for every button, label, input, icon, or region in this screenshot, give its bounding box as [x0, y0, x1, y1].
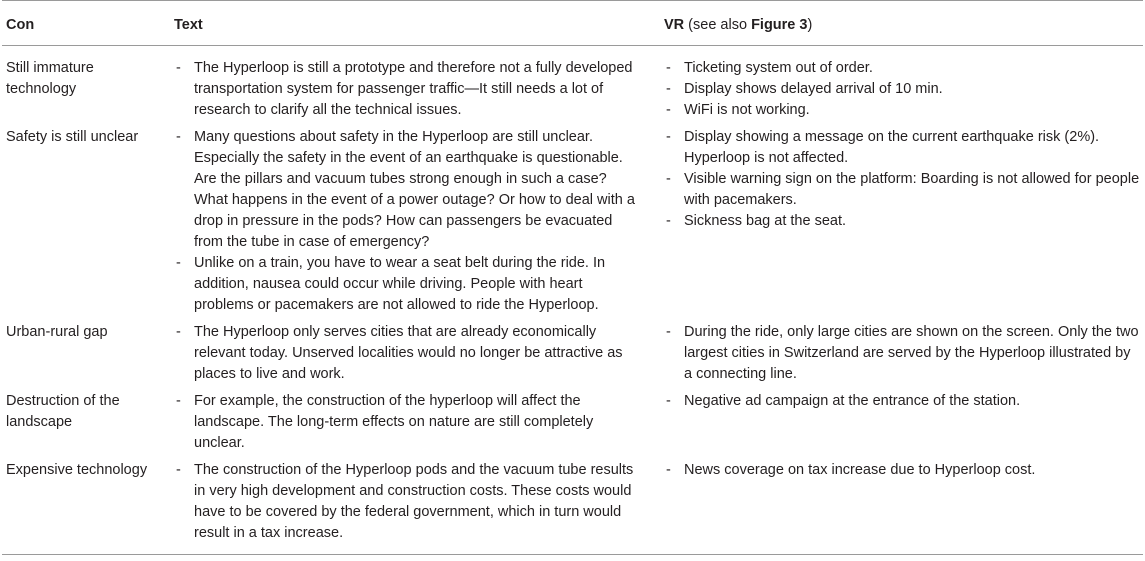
con-cell: Safety is still unclear	[6, 129, 139, 145]
text-item: - Many questions about safety in the Hyperloop are still unclear. Especially the safety in the event of an earthquake is questionable. Are the pillars and vacuum tubes strong enough in such a case? What happens in the event of a power outage? Or how to deal with a drop in pressure in the pods? How can passengers be evacuated from the tube in case of emergency?	[174, 127, 644, 253]
header-vr-label: VR	[664, 17, 685, 33]
vr-list	[664, 322, 1141, 385]
header-vr	[660, 1, 1143, 46]
vr-cell	[660, 46, 1143, 128]
header-text: Text	[170, 1, 660, 46]
vr-item: - Display showing a message on the current earthquake risk (2%). Hyperloop is not affected.	[664, 127, 1141, 169]
vr-cell	[660, 127, 1143, 322]
vr-list	[664, 391, 1141, 412]
cons-table-container	[2, 0, 1143, 555]
text-item: - The construction of the Hyperloop pods and the vacuum tube results in very high development and construction costs. These costs would have to be covered by the federal government, which in turn would result in a tax increase.	[174, 460, 644, 544]
table-row	[2, 460, 1143, 555]
text-cell	[170, 127, 660, 322]
text-list	[174, 391, 644, 454]
vr-cell	[660, 391, 1143, 460]
vr-list	[664, 460, 1141, 481]
table-row	[2, 127, 1143, 322]
header-row	[2, 1, 1143, 46]
text-cell	[170, 46, 660, 128]
header-vr-note-close: )	[807, 17, 813, 33]
text-list	[174, 127, 644, 316]
vr-item: - Negative ad campaign at the entrance of the station.	[664, 391, 1141, 412]
con-cell: Destruction of the landscape	[6, 393, 120, 430]
vr-item: - During the ride, only large cities are shown on the screen. Only the two largest cities in Switzerland are served by the Hyperloop illustrated by a connecting line.	[664, 322, 1141, 385]
vr-list	[664, 58, 1141, 121]
text-item: - The Hyperloop is still a prototype and therefore not a fully developed transportation system for passenger traffic—It still needs a lot of research to clarify all the technical issues.	[174, 58, 644, 121]
vr-cell	[660, 322, 1143, 391]
text-list	[174, 460, 644, 544]
text-item: - For example, the construction of the hyperloop will affect the landscape. The long-term effects on nature are still completely unclear.	[174, 391, 644, 454]
table-header	[2, 1, 1143, 46]
vr-list	[664, 127, 1141, 232]
vr-item: - Display shows delayed arrival of 10 min.	[664, 79, 1141, 100]
header-vr-note-open: (see also	[684, 17, 752, 33]
table-row	[2, 322, 1143, 391]
text-cell	[170, 460, 660, 555]
text-cell	[170, 391, 660, 460]
vr-item: - Ticketing system out of order.	[664, 58, 1141, 79]
header-con: Con	[2, 1, 170, 46]
table-body	[2, 46, 1143, 555]
text-list	[174, 58, 644, 121]
table-row	[2, 46, 1143, 128]
con-cell: Urban-rural gap	[6, 324, 108, 340]
vr-cell	[660, 460, 1143, 555]
text-list	[174, 322, 644, 385]
cons-table	[2, 0, 1143, 555]
con-cell: Still immature technology	[6, 60, 94, 97]
vr-item: - WiFi is not working.	[664, 100, 1141, 121]
figure-3-reference[interactable]: Figure 3	[751, 17, 808, 33]
con-cell: Expensive technology	[2, 460, 170, 555]
vr-item: - Visible warning sign on the platform: Boarding is not allowed for people with pacemakers.	[664, 169, 1141, 211]
text-item: - Unlike on a train, you have to wear a seat belt during the ride. In addition, nausea could occur while driving. People with heart problems or pacemakers are not allowed to ride the Hyperloop.	[174, 253, 644, 316]
text-item: - The Hyperloop only serves cities that are already economically relevant today. Unserved localities would no longer be attractive as places to live and work.	[174, 322, 644, 385]
text-cell	[170, 322, 660, 391]
vr-item: - News coverage on tax increase due to Hyperloop cost.	[664, 460, 1141, 481]
vr-item: - Sickness bag at the seat.	[664, 211, 1141, 232]
table-row	[2, 391, 1143, 460]
